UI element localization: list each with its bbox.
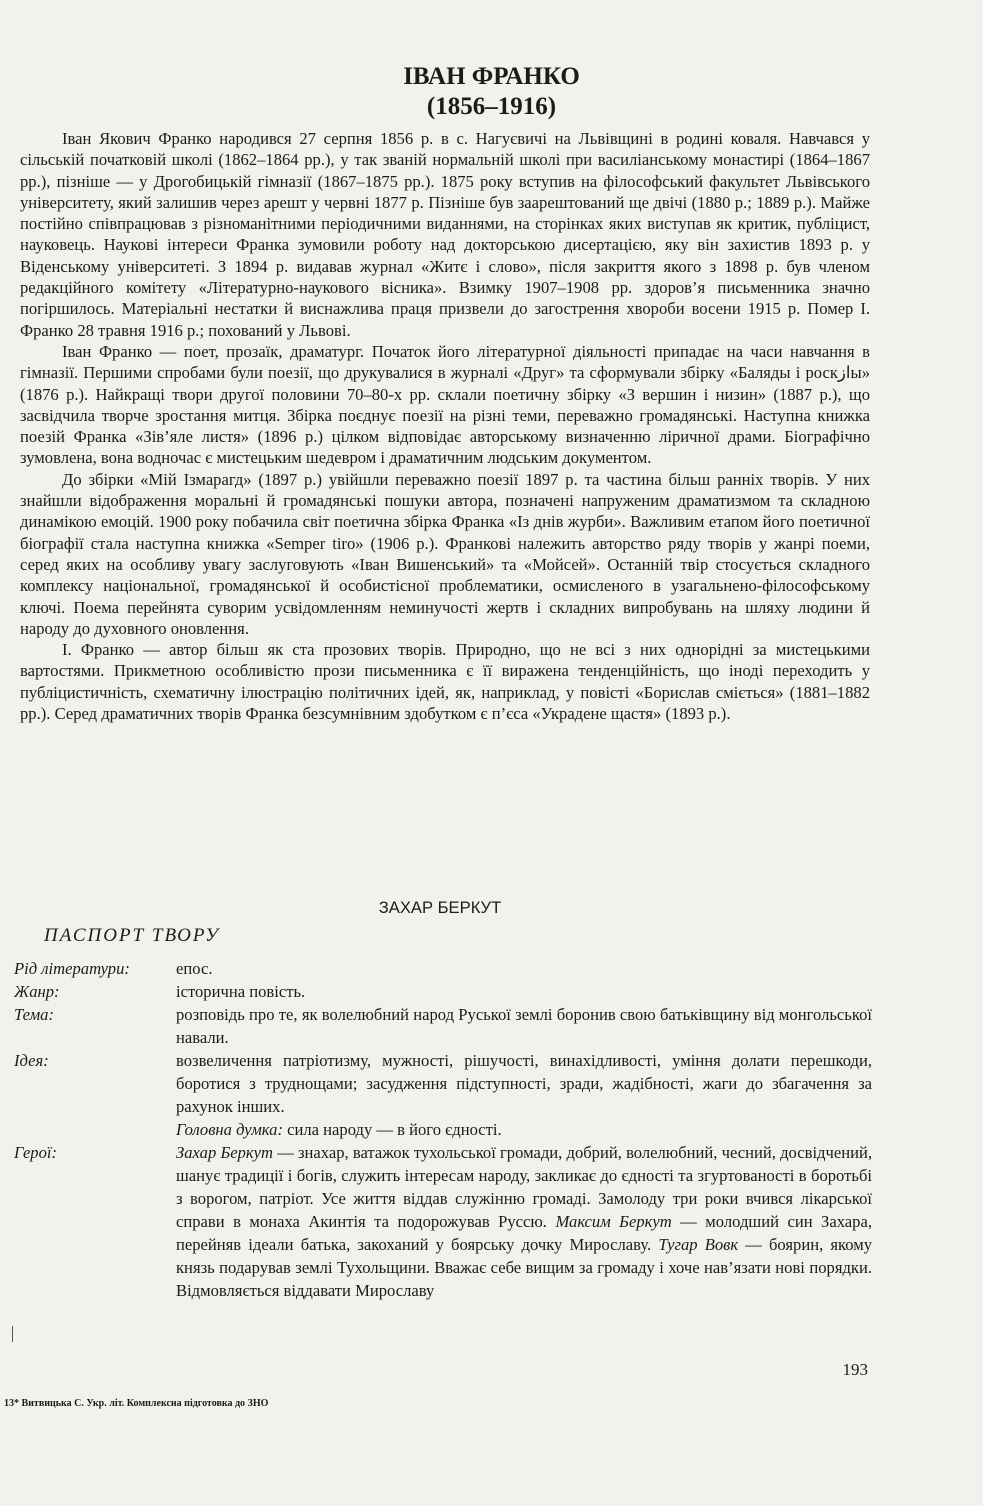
hero-description: — знахар, ватажок тухольської громади, добрий, волелюбний, чесний, досвідчений, шанує традиції і богів, служить інтересам народу, закликає до єдності та згуртованості в боротьбі з ворогом, патріот. Усе життя віддав служінню громаді. Замолоду три роки вчився лікарської справи в монаха Акинтія та подорожував Руссю. — [176, 1143, 872, 1231]
main-thought-value: сила народу — в його єдності. — [282, 1120, 502, 1139]
idea-text: возвеличення патріотизму, мужності, рішучості, винахідливості, уміння долати перешкоди, боротися з труднощами; засудження підступності, зради, жадібності, жаги до збагачення за рахунок інших. — [176, 1051, 872, 1116]
bio-paragraph: Іван Франко — поет, прозаїк, драматург. Початок його літературної діяльності припадає на часи навчання в гімназії. Першими спробами були поезії, що друкувалися в журналі «Друг» та сформували збірку «Баляды і роскازы» (1876 р.). Найкращі твори другої половини 70–80-х рр. склали поетичну збірку «З вершин і низин» (1887 р.), що засвідчила творче зростання митця. Збірка поєднує поезії на різні теми, переважно громадянські. Наступна книжка поезій Франка «Зів’яле листя» (1896 р.) цілком відповідає авторському визначенню ліричної драми. Біографічно зумовлена, вона водночас є мистецьким шедевром і драматичним людським документом. — [20, 341, 870, 468]
passport-value — [176, 1049, 872, 1141]
bio-paragraph: Іван Якович Франко народився 27 серпня 1856 р. в с. Нагуєвичі на Львівщині в родині коваля. Навчався у сільській початковій школі (1862–1864 рр.), у так званій нормальній школі при василіанському монастирі (1864–1867 рр.), пізніше — у Дрогобицькій гімназії (1867–1875 рр.). 1875 року вступив на філософський факультет Львівського університету, який залишив через арешт у червні 1877 р. Пізніше був заарештований ще двічі (1880 р.; 1889 р.). Майже постійно співпрацював з різноманітними періодичними виданнями, на сторінках яких виступав як критик, публіцист, науковець. Наукові інтереси Франка зумовили роботу над докторською дисертацією, яку він захистив 1893 р. у Віденському університеті. З 1894 р. видавав журнал «Житє і слово», після закриття якого з 1898 р. був членом редакційного комітету «Літературно-наукового вісника». Взимку 1907–1908 рр. здоров’я письменника значно погіршилось. Матеріальні нестатки й виснажлива праця призвели до загострення хвороби восени 1915 р. Помер І. Франко 28 травня 1916 р.; похований у Львові. — [20, 129, 870, 340]
passport-row-genre — [14, 980, 872, 1003]
main-thought-label: Головна думка: — [176, 1120, 283, 1139]
author-name: ІВАН ФРАНКО — [403, 63, 580, 90]
page-number: 193 — [842, 1360, 868, 1379]
passport-label: Ідея: — [14, 1051, 49, 1070]
passport-table — [14, 957, 872, 1302]
footer-signature: 13* Витвицька С. Укр. літ. Комплексна підготовка до ЗНО — [4, 1398, 269, 1409]
margin-mark — [12, 1326, 13, 1342]
passport-value — [176, 1141, 872, 1302]
hero-description: — молодший син Захара, перейняв ідеали батька, закоханий у боярську дочку Мирославу. — [176, 1212, 872, 1254]
passport-value: історична повість. — [176, 982, 306, 1001]
passport-row-theme — [14, 1003, 872, 1049]
passport-value: епос. — [176, 959, 213, 978]
passport-label: Жанр: — [14, 982, 60, 1001]
bio-paragraph: І. Франко — автор більш як ста прозових творів. Природно, що не всі з них однорідні за мистецькими вартостями. Прикметною особливістю прози письменника є її виражена тенденційність, що іноді переходить у публіцистичність, схематичну ілюстрацію політичних ідей, як, наприклад, у повісті «Борислав сміється» (1881–1882 рр.). Серед драматичних творів Франка безсумнівним здобутком є п’єса «Украдене щастя» (1893 р.). — [20, 640, 870, 724]
hero-name: Тугар Вовк — [658, 1235, 739, 1254]
passport-row-heroes — [14, 1141, 872, 1302]
passport-value: розповідь про те, як волелюбний народ Руської землі боронив свою батьківщину від монгольської навали. — [176, 1005, 872, 1047]
main-thought — [176, 1118, 872, 1141]
passport-label: Рід літератури: — [14, 959, 130, 978]
passport-title: ПАСПОРТ ТВОРУ — [44, 925, 220, 946]
passport-row-genus — [14, 957, 872, 980]
passport-label: Герої: — [14, 1143, 58, 1162]
work-title: ЗАХАР БЕРКУТ — [378, 898, 502, 917]
passport-label: Тема: — [14, 1005, 54, 1024]
bio-paragraph: До збірки «Мій Ізмарагд» (1897 р.) увійшли переважно поезії 1897 р. та частина більш ранніх творів. У них знайшли відображення моральні й громадянські пошуки автора, позначені напруженим драматизмом та складною динамікою емоцій. 1900 року побачила світ поетична збірка Франка «Із днів журби». Важливим етапом його поетичної біографії стала наступна книжка «Semper tiro» (1906 р.). Франкові належить авторство ряду творів у жанрі поеми, серед яких на особливу увагу заслуговують «Іван Вишенський» та «Мойсей». Останній твір стосується складного комплексу національної, громадянської й особистісної проблематики, осмисленого в узагальнено-філософському ключі. Поема перейнята суворим усвідомленням неминучості жертв і складних випробувань на шляху людини й народу до духовного оновлення. — [20, 469, 870, 638]
author-heading — [0, 62, 983, 122]
hero-name: Максим Беркут — [555, 1212, 672, 1231]
hero-description: — боярин, якому князь подарував землі Тухольщини. Вважає себе вищим за громаду і хоче нав’язати нові порядки. Відмовляється віддавати Мирославу — [176, 1235, 872, 1300]
author-years: (1856–1916) — [426, 93, 557, 120]
biography-text — [20, 128, 870, 724]
hero-name: Захар Беркут — [176, 1143, 274, 1162]
passport-row-idea — [14, 1049, 872, 1141]
